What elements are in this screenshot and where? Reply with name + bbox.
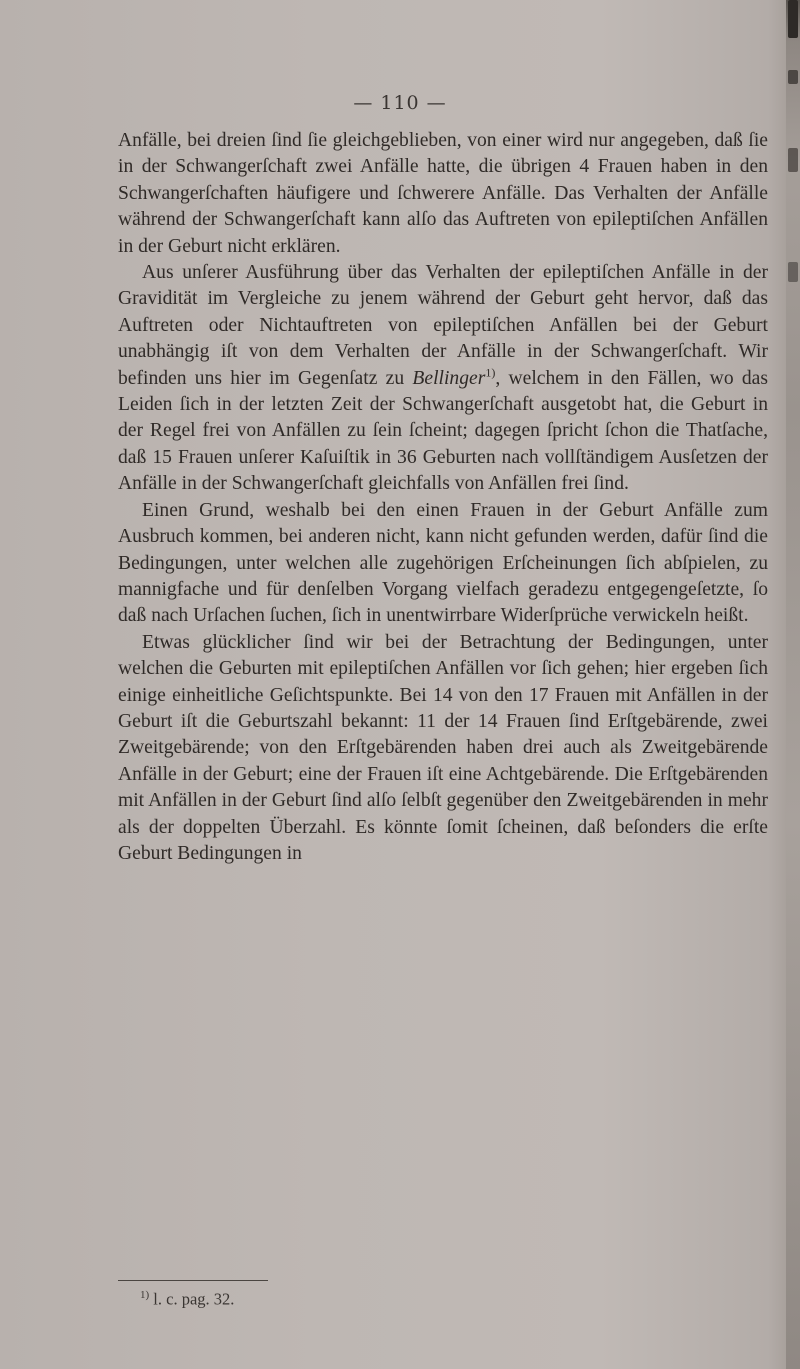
paragraph [118,260,768,498]
edge-mark [788,148,798,172]
edge-mark [788,70,798,84]
edge-mark [788,0,798,38]
paragraph: Anfälle, bei dreien ſind ſie gleichgeblieben, von einer wird nur angegeben, daß ſie in der Schwangerſchaft zwei Anfälle hatte, die übrigen 4 Frauen haben in den Schwangerſchaften häufigere und ſchwerere Anfälle. Das Verhalten der Anfälle während der Schwangerſchaft kann alſo das Auftreten von epileptiſchen Anfällen in der Geburt nicht erklären. [118,130,768,257]
body-text [118,128,768,867]
footnote-marker: 1) [140,1289,150,1301]
paragraph-text: , welchem in den Fällen, wo das Leiden ſich in der letzten Zeit der Schwangerſchaft ausgetobt hat, die Geburt in der Regel frei von Anfällen zu ſein ſcheint; dagegen ſpricht ſchon die Thatſache, daß 15 Frauen unſerer Kaſuiſtik in 36 Geburten nach vollſtändigem Ausſetzen der Anfälle in der Schwangerſchaft gleichfalls von Anfällen frei ſind. [118,367,768,495]
footnote [140,1289,234,1310]
edge-mark [788,262,798,282]
footnote-text: l. c. pag. 32. [153,1289,235,1309]
paragraph-text: Aus unſerer Ausführung über das Verhalten der epileptiſchen Anfälle in der Gravidität im Vergleiche zu jenem während der Geburt geht hervor, daß das Auftreten oder Nichtauftreten von epileptiſchen Anfällen bei der Geburt unabhängig iſt von dem Verhalten der Anfälle in der Schwangerſchaft. Wir befinden uns hier im Gegenſatz zu [118,262,768,389]
paragraph: Einen Grund, weshalb bei den einen Frauen in der Geburt Anfälle zum Ausbruch kommen, bei anderen nicht, kann nicht gefunden werden, dafür ſind die Bedingungen, unter welchen alle zugehörigen Erſcheinungen ſich abſpielen, zu mannigfache und für denſelben Vorgang vielfach geradezu entgegengeſetzte, ſo daß nach Urſachen ſuchen, ſich in unentwirrbare Widerſprüche verwickeln heißt. [118,499,768,627]
page-number: — 110 — [353,92,447,114]
paragraph: Etwas glücklicher ſind wir bei der Betrachtung der Bedingungen, unter welchen die Geburten mit epileptiſchen Anfällen vor ſich gehen; hier ergeben ſich einige einheitliche Geſichtspunkte. Bei 14 von den 17 Frauen mit Anfällen in der Geburt iſt die Geburtszahl bekannt: 11 der 14 Frauen ſind Erſtgebärende, zwei Zweitgebärende; von den Erſtgebärenden haben drei auch als Zweitgebärende Anfälle in der Geburt; eine der Frauen iſt eine Achtgebärende. Die Erſtgebärenden mit Anfällen in der Geburt ſind alſo ſelbſt gegenüber den Zweitgebärenden in mehr als der doppelten Überzahl. Es könnte ſomit ſcheinen, daß beſonders die erſte Geburt Bedingungen in [118,631,768,864]
page-edge-shadow [786,0,800,1369]
footnote-reference: 1) [485,365,496,380]
footnote-divider [118,1280,268,1281]
author-citation: Bellinger [412,367,486,389]
